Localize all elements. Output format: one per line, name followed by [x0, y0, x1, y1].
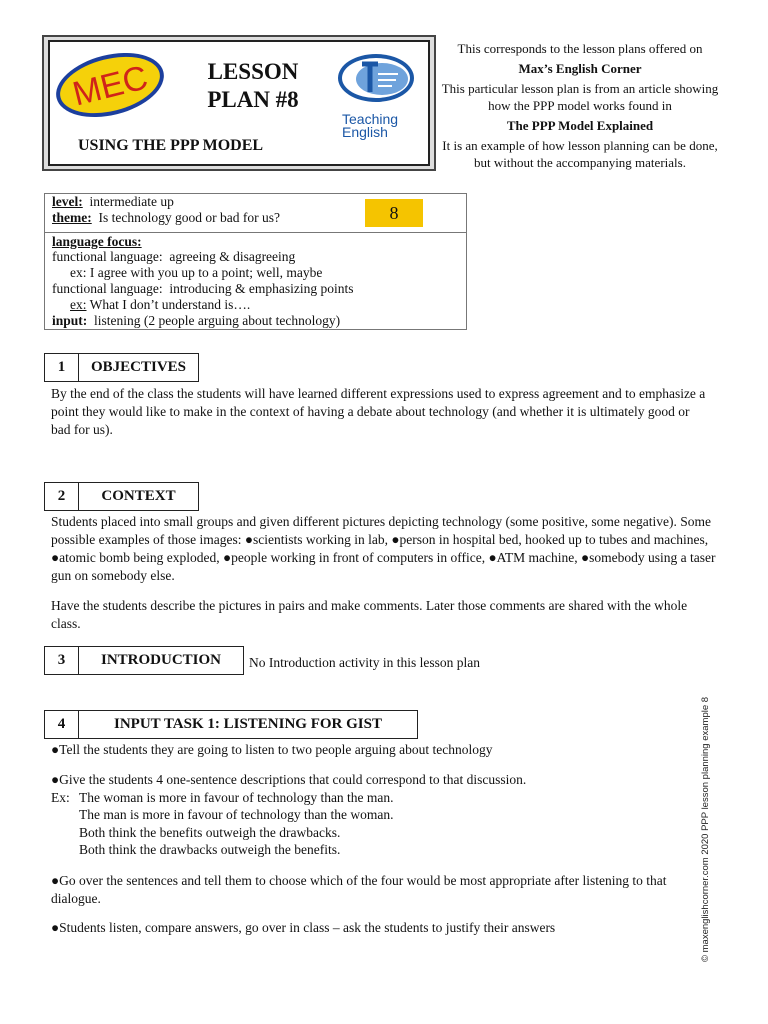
- intro-block: [440, 40, 720, 171]
- section4-example-1: The woman is more in favour of technology than the man.: [79, 790, 394, 805]
- section4-bullet3: ●Go over the sentences and tell them to choose which of the four would be most appropriate after listening to that dialogue.: [51, 873, 667, 906]
- section4-bullet2: ●Give the students 4 one-sentence descriptions that could correspond to that discussion.: [51, 772, 527, 787]
- section1-text: By the end of the class the students will have learned different expressions used to express agreement and to emphasize a point they would like to make in the context of having a debate about technology (and whether it is ultimately good or bad for us).: [51, 386, 706, 437]
- section4-bullet1: ●Tell the students they are going to listen to two people arguing about technology: [51, 742, 493, 757]
- section3-note: No Introduction activity in this lesson plan: [249, 655, 480, 670]
- focus1-row: [52, 249, 295, 265]
- section3-title: INTRODUCTION: [79, 646, 244, 675]
- focus1-example: I agree with you up to a point; well, maybe: [89, 265, 323, 280]
- partner-line2: English: [342, 124, 388, 140]
- theme-row: [52, 210, 280, 226]
- focus2-row: [52, 281, 353, 297]
- lesson-title-line2: PLAN #8: [207, 87, 299, 112]
- partner-line1: Teaching: [342, 111, 399, 127]
- intro-line2: This particular lesson plan is from an article showing how the PPP model works found in: [441, 81, 719, 113]
- mec-logo: [52, 47, 170, 119]
- plan-number-badge: 8: [365, 199, 423, 227]
- focus2-value: introducing & emphasizing points: [169, 281, 354, 296]
- intro-site-name: Max’s English Corner: [518, 61, 642, 76]
- section4-example-3: Both think the benefits outweigh the drawbacks.: [79, 825, 341, 840]
- section3-number: 3: [44, 646, 79, 675]
- section4-bullet4: ●Students listen, compare answers, go over in class – ask the students to justify their answers: [51, 920, 556, 935]
- input-value: listening (2 people arguing about technology): [94, 313, 341, 328]
- level-label: level:: [52, 194, 83, 209]
- level-value: intermediate up: [89, 194, 174, 209]
- summary-divider: [44, 232, 467, 233]
- section2-title: CONTEXT: [79, 482, 199, 511]
- input-label: input:: [52, 313, 88, 328]
- section1-title: OBJECTIVES: [79, 353, 199, 382]
- focus2-label: functional language:: [52, 281, 163, 296]
- focus1-value: agreeing & disagreeing: [169, 249, 296, 264]
- intro-article-title: The PPP Model Explained: [506, 118, 654, 133]
- intro-line3: It is an example of how lesson planning can be done, but without the accompanying materials.: [442, 138, 718, 170]
- section4-example-2: The man is more in favour of technology than the woman.: [79, 807, 394, 822]
- focus2-example-label: ex:: [70, 297, 87, 312]
- focus1-label: functional language:: [52, 249, 163, 264]
- focus1-example-row: [70, 265, 322, 281]
- focus-heading: [52, 234, 142, 250]
- theme-value: Is technology good or bad for us?: [98, 210, 280, 225]
- section4-example-4: Both think the drawbacks outweigh the benefits.: [79, 842, 341, 857]
- section4-title: INPUT TASK 1: LISTENING FOR GIST: [79, 710, 418, 739]
- lesson-title-line1: LESSON: [207, 59, 299, 84]
- section2-text: Students placed into small groups and given different pictures depicting technology (some positive, some negative). Some possible examples of those images: ●scientists working in lab, ●person in hospital bed, hooked up to tubes and machines, ●atomic bomb being exploded, ●people working in front of computers in office, ●ATM machine, ●somebody using a taser gun on somebody else.: [51, 514, 716, 583]
- mec-logo-text: MEC: [68, 58, 152, 114]
- theme-label: theme:: [52, 210, 92, 225]
- lesson-title: [188, 58, 318, 114]
- focus2-example: What I don’t understand is….: [89, 297, 251, 312]
- section4-example-label: Ex:: [51, 790, 70, 805]
- focus-label: language focus:: [52, 234, 142, 249]
- focus1-example-label: ex:: [70, 265, 87, 280]
- section2-number: 2: [44, 482, 79, 511]
- level-row: [52, 194, 174, 210]
- input-row: [52, 313, 340, 329]
- section2-followup: Have the students describe the pictures in pairs and make comments. Later those comments are shared with the whole class.: [51, 598, 688, 631]
- section4-number: 4: [44, 710, 79, 739]
- focus2-example-row: [70, 297, 250, 313]
- section1-number: 1: [44, 353, 79, 382]
- teaching-english-label: [342, 113, 422, 139]
- lesson-subtitle: USING THE PPP MODEL: [78, 137, 264, 154]
- intro-line1: This corresponds to the lesson plans offered on: [457, 41, 703, 56]
- copyright-note: © maxenglishcorner.com 2020 PPP lesson planning example 8: [700, 696, 711, 962]
